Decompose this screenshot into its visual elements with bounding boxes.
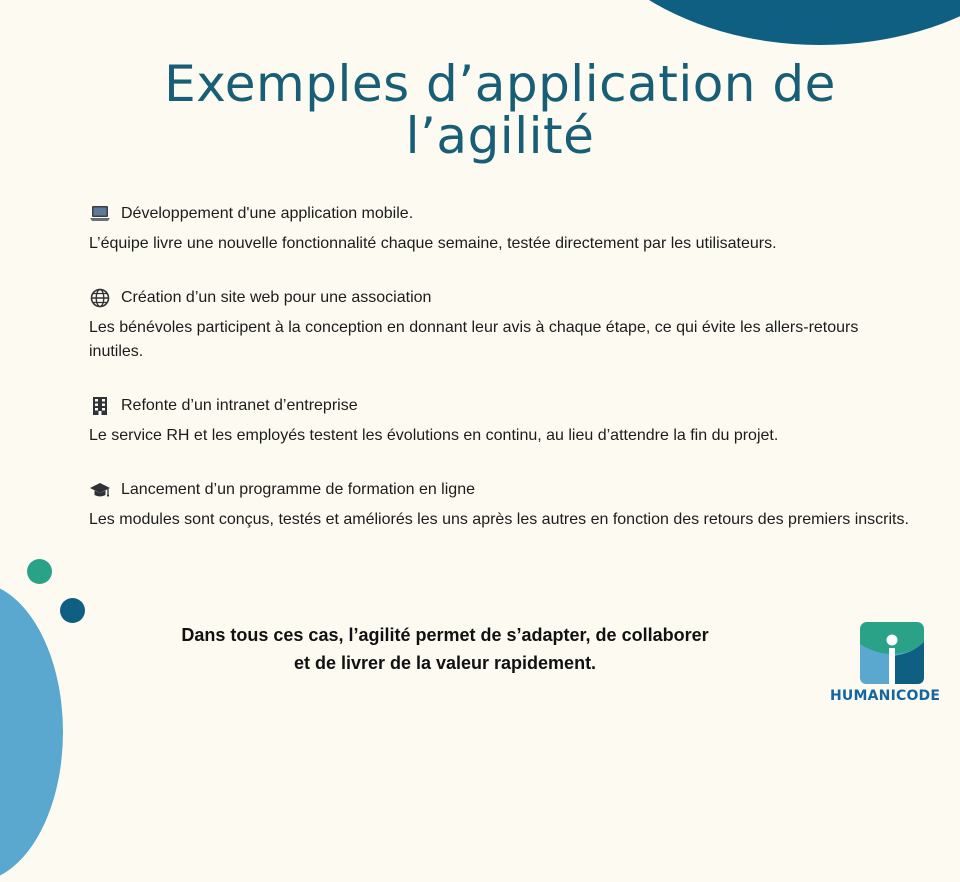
conclusion-text: Dans tous ces cas, l’agilité permet de s’adapter, de collaborer et de livrer de la valeur rapidement. <box>181 625 709 673</box>
left-arc-decoration <box>0 582 63 882</box>
example-title: Création d’un site web pour une association <box>121 289 432 306</box>
example-description: Le service RH et les employés testent les évolutions en continu, au lieu d’attendre la fin du projet. <box>89 427 779 444</box>
example-description: Les bénévoles participent à la conception en donnant leur avis à chaque étape, ce qui évite les allers-retours inutiles. <box>89 319 859 360</box>
example-description: Les modules sont conçus, testés et améliorés les uns après les autres en fonction des retours des premiers inscrits. <box>89 511 909 528</box>
example-item <box>89 478 909 532</box>
example-item <box>89 286 909 364</box>
laptop-icon <box>89 204 111 224</box>
logo-text: HUMANICODE <box>830 688 941 704</box>
slide-title: Exemples d’application de l’agilité <box>164 55 836 165</box>
example-item <box>89 394 909 448</box>
example-item <box>89 202 909 256</box>
example-title: Lancement d’un programme de formation en ligne <box>121 481 475 498</box>
humanicode-logo <box>830 622 941 712</box>
examples-list <box>89 202 909 532</box>
example-description: L’équipe livre une nouvelle fonctionnalité chaque semaine, testée directement par les utilisateurs. <box>89 235 777 252</box>
example-title: Développement d'une application mobile. <box>121 205 414 222</box>
office-building-icon <box>89 396 111 416</box>
globe-icon <box>89 288 111 308</box>
example-title: Refonte d’un intranet d’entreprise <box>121 397 358 414</box>
blue-dot-decoration <box>60 598 85 623</box>
corner-decoration <box>560 0 960 45</box>
teal-dot-decoration <box>27 559 52 584</box>
graduation-cap-icon <box>89 480 111 500</box>
logo-mark-icon <box>860 622 924 684</box>
